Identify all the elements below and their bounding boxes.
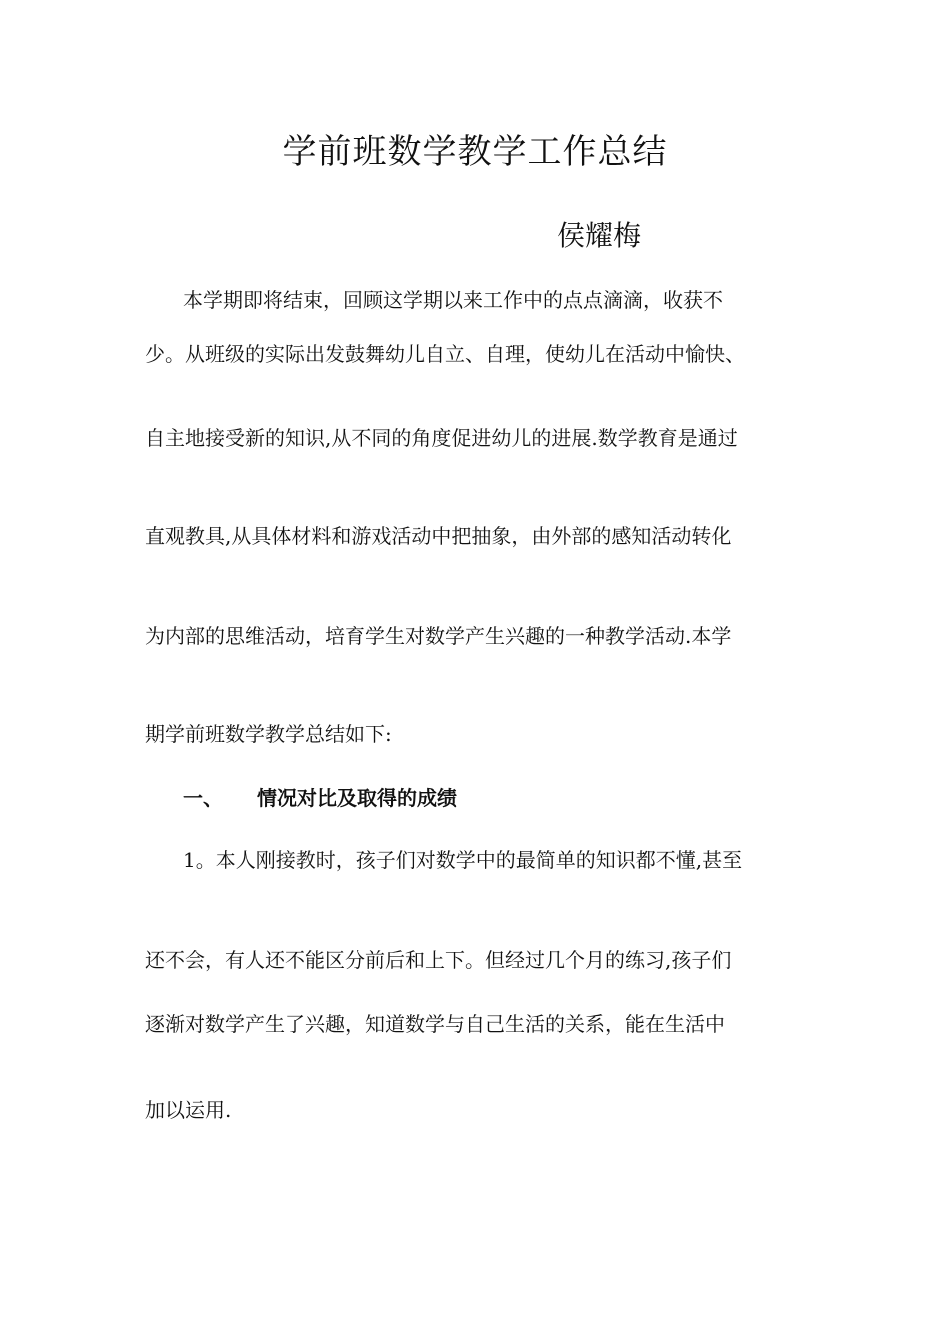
paragraph-line: 自主地接受新的知识,从不同的角度促进幼儿的进展.数学教育是通过 bbox=[145, 426, 738, 450]
paragraph-line: 期学前班数学教学总结如下: bbox=[145, 722, 392, 746]
section-title: 情况对比及取得的成绩 bbox=[257, 786, 457, 810]
author-name: 侯耀梅 bbox=[557, 219, 642, 252]
paragraph-line: 还不会，有人还不能区分前后和上下。但经过几个月的练习,孩子们 bbox=[145, 948, 732, 972]
paragraph-line: 为内部的思维活动，培育学生对数学产生兴趣的一种教学活动.本学 bbox=[145, 624, 732, 648]
paragraph-line: 直观教具,从具体材料和游戏活动中把抽象，由外部的感知活动转化 bbox=[145, 524, 732, 548]
paragraph-line: 逐渐对数学产生了兴趣，知道数学与自己生活的关系，能在生活中 bbox=[145, 1012, 725, 1036]
paragraph-line: 加以运用. bbox=[145, 1098, 232, 1122]
section-heading bbox=[183, 784, 457, 812]
paragraph-line: 本学期即将结束，回顾这学期以来工作中的点点滴滴，收获不 bbox=[183, 288, 723, 312]
paragraph-line: 少。从班级的实际出发鼓舞幼儿自立、自理，使幼儿在活动中愉快、 bbox=[145, 342, 745, 366]
section-number: 一、 bbox=[183, 786, 223, 810]
paragraph-line: 1。本人刚接教时，孩子们对数学中的最简单的知识都不懂,甚至 bbox=[183, 848, 743, 872]
document-title: 学前班数学教学工作总结 bbox=[282, 132, 668, 172]
